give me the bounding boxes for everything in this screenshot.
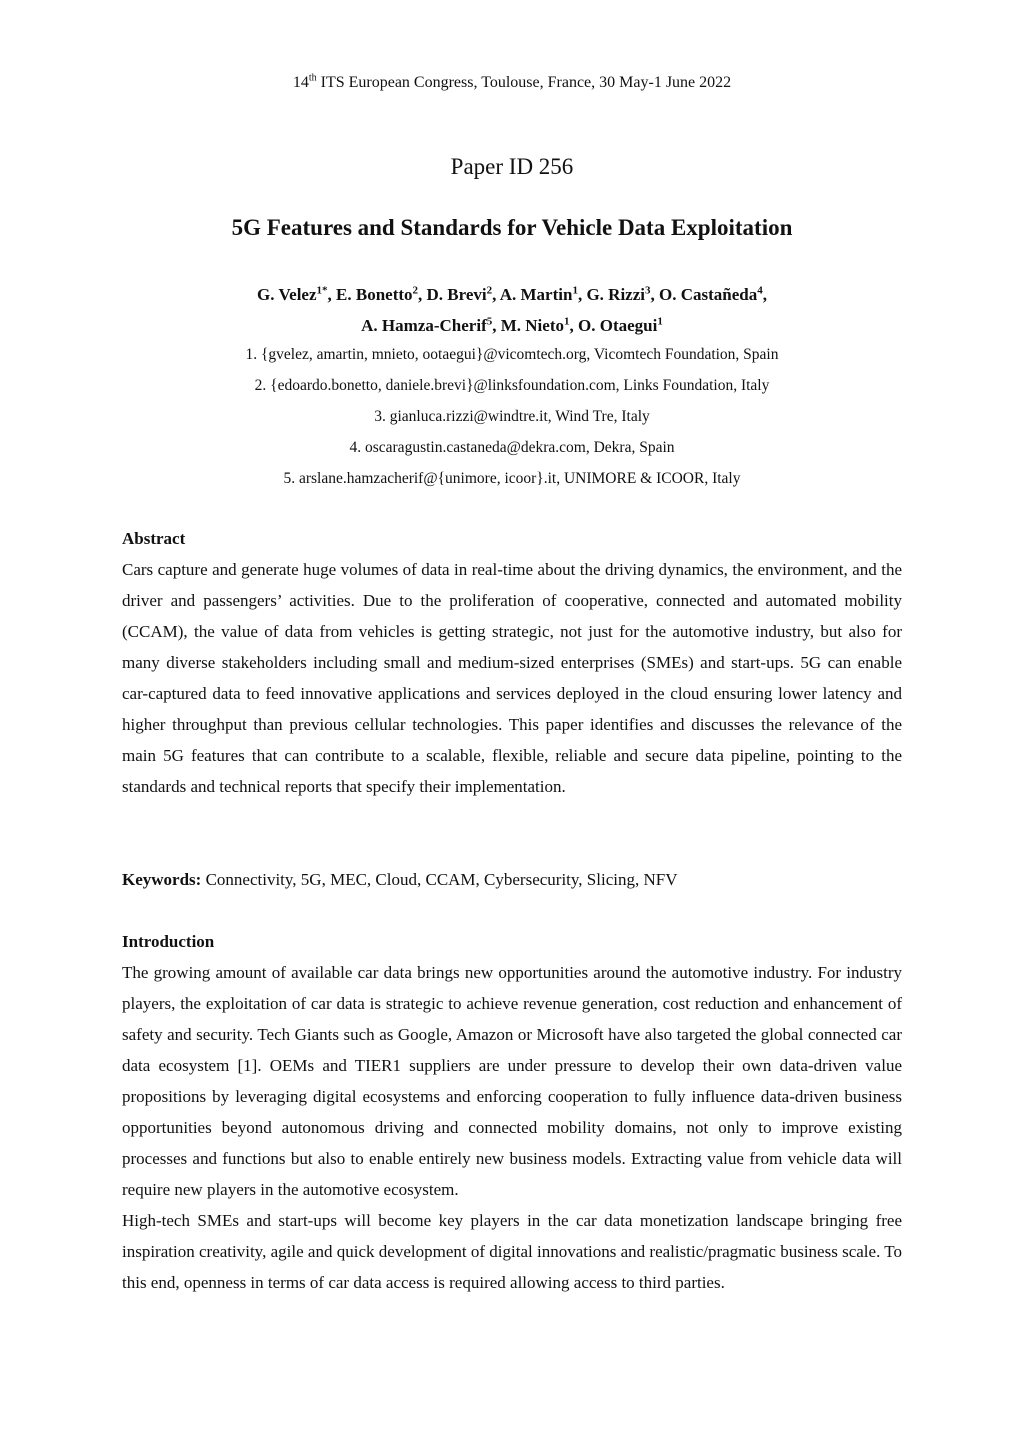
author: G. Velez$^{1*}$,	[257, 284, 337, 304]
conference-rest: ITS European Congress, Toulouse, France, 30 May-1 June 2022	[316, 74, 732, 91]
keywords-section	[122, 864, 902, 895]
introduction-heading: Introduction	[122, 932, 215, 951]
author: A. Hamza-Cherif$^5$,	[361, 315, 501, 335]
author: M. Nieto$^1$,	[500, 315, 578, 335]
author: E. Bonetto$^2$,	[336, 284, 427, 304]
conference-ordinal: th	[308, 72, 317, 84]
affiliation: 1. {gvelez, amartin, mnieto, ootaegui}@vicomtech.org, Vicomtech Foundation, Spain	[245, 346, 779, 363]
conference-prefix: 14	[292, 74, 309, 91]
introduction-paragraph: The growing amount of available car data brings new opportunities around the automotive industry. For industry players, the exploitation of car data is strategic to achieve revenue generation, cost reduction and enhancement of safety and security. Tech Giants such as Google, Amazon or Microsoft have also targeted the global connected car data ecosystem [1]. OEMs and TIER1 suppliers are under pressure to develop their own data-driven value propositions by leveraging digital ecosystems and enforcing cooperation to fully influence data-driven business opportunities beyond autonomous driving and connected mobility domains, not only to improve existing processes and functions but also to enable entirely new business models. Extracting value from vehicle data will require new players in the automotive ecosystem.	[122, 963, 902, 1199]
affiliation: 4. oscaragustin.castaneda@dekra.com, Dekra, Spain	[349, 439, 675, 456]
introduction-paragraph: High-tech SMEs and start-ups will become key players in the car data monetization landscape bringing free inspiration creativity, agile and quick development of digital innovations and realistic/pragmatic business scale. To this end, openness in terms of car data access is required allowing access to third parties.	[122, 1211, 902, 1292]
abstract-heading: Abstract	[122, 529, 186, 548]
conference-header	[0, 72, 1024, 94]
affiliation: 3. gianluca.rizzi@windtre.it, Wind Tre, Italy	[374, 408, 650, 425]
author: D. Brevi$^2$,	[426, 284, 500, 304]
author: O. Castañeda$^4$,	[658, 284, 767, 304]
author-list	[0, 279, 1024, 341]
abstract-section	[122, 523, 902, 802]
author: A. Martin$^1$,	[499, 284, 587, 304]
introduction-section	[122, 926, 902, 1298]
affiliation: 2. {edoardo.bonetto, daniele.brevi}@linksfoundation.com, Links Foundation, Italy	[254, 377, 770, 394]
paper-id: Paper ID 256	[450, 154, 574, 179]
author: G. Rizzi$^3$,	[586, 284, 659, 304]
affiliation-list	[0, 339, 1024, 494]
keywords-label: Keywords:	[122, 870, 202, 889]
author-line-2	[0, 310, 1024, 341]
author: O. Otaegui$^1$	[578, 315, 663, 335]
affiliation: 5. arslane.hamzacherif@{unimore, icoor}.it, UNIMORE & ICOOR, Italy	[283, 470, 741, 487]
keywords-text: Connectivity, 5G, MEC, Cloud, CCAM, Cybersecurity, Slicing, NFV	[201, 870, 678, 889]
abstract-text: Cars capture and generate huge volumes of data in real-time about the driving dynamics, the environment, and the driver and passengers’ activities. Due to the proliferation of cooperative, connected and automated mobility (CCAM), the value of data from vehicles is getting strategic, not just for the automotive industry, but also for many diverse stakeholders including small and medium-sized enterprises (SMEs) and start-ups. 5G can enable car-captured data to feed innovative applications and services deployed in the cloud ensuring lower latency and higher throughput than previous cellular technologies. This paper identifies and discusses the relevance of the main 5G features that can contribute to a scalable, flexible, reliable and secure data pipeline, pointing to the standards and technical reports that specify their implementation.	[122, 560, 902, 796]
author-line-1	[0, 279, 1024, 310]
paper-title: 5G Features and Standards for Vehicle Data Exploitation	[231, 215, 793, 240]
